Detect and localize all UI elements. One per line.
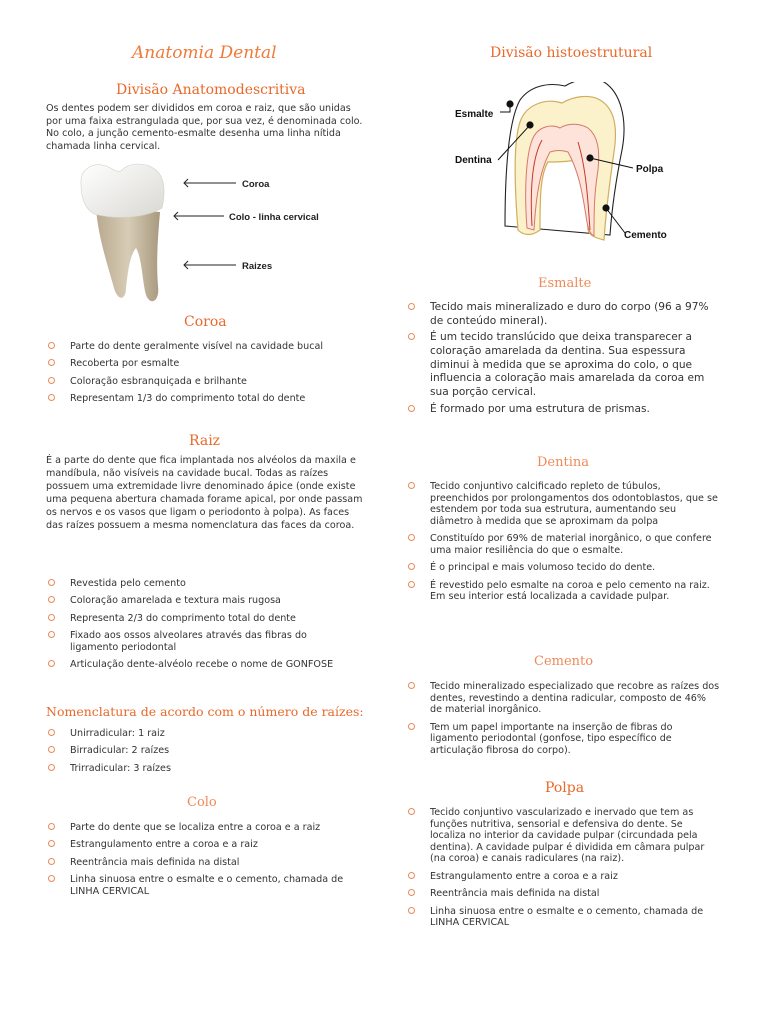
bullet-circle-icon (48, 729, 55, 736)
list-item-text: Parte do dente que se localiza entre a coroa e a raiz (70, 822, 321, 833)
tooth-crown (81, 164, 164, 217)
list-item (46, 874, 346, 897)
bullet-circle-icon (408, 907, 415, 914)
bullet-circle-icon (48, 614, 55, 621)
list-item-text: É um tecido translúcido que deixa transparecer a coloração amarelada da dentina. Sua espessura diminui à medida que se aproxima do colo, o que influencia a coloração mais amarelada da coroa em sua porção cervical. (430, 331, 705, 398)
bullet-circle-icon (48, 875, 55, 882)
list-item-text: Reentrância mais definida na distal (430, 888, 600, 900)
list-item-text: Unirradicular: 1 raiz (70, 728, 165, 739)
dentina-list (406, 481, 720, 609)
bullet-circle-icon (48, 746, 55, 753)
heading-raiz: Raiz (189, 433, 221, 449)
list-item (406, 871, 720, 883)
list-item-text: Recoberta por esmalte (70, 358, 180, 370)
list-item-text: É revestido pelo esmalte na coroa e pelo cemento na raiz. Em seu interior está localizada a cavidade pulpar. (430, 579, 710, 603)
list-item (46, 341, 346, 353)
heading-polpa: Polpa (545, 780, 585, 796)
list-item (46, 659, 346, 671)
list-item-text: É formado por uma estrutura de prismas. (430, 402, 650, 415)
bullet-circle-icon (408, 303, 415, 310)
raiz-list (46, 578, 346, 677)
bullet-circle-icon (48, 660, 55, 667)
bullet-circle-icon (48, 764, 55, 771)
list-item (406, 580, 720, 603)
list-item (406, 722, 720, 757)
list-item-text: Tecido mineralizado especializado que recobre as raízes dos dentes, revestindo a dentina radicular, composto de 46% de material inorgânico. (430, 681, 720, 716)
list-item-text: Tecido conjuntivo calcificado repleto de túbulos, preenchidos por prolongamentos dos odontoblastos, que se estendem por toda sua estrutura, aumentando seu diâmetro à medida que se aproximam da polpa (430, 481, 718, 527)
bullet-circle-icon (48, 394, 55, 401)
list-item-text: Constituído por 69% de material inorgânico, o que confere uma maior resiliência do que o esmalte. (430, 533, 712, 556)
list-item-text: Parte do dente geralmente visível na cavidade bucal (70, 341, 324, 352)
intro-paragraph: Os dentes podem ser divididos em coroa e raiz, que são unidas por uma faixa estrangulada que, por sua vez, é denominada colo. No colo, a junção cemento-esmalte desenha uma linha nítida chamada linha cervical. (46, 103, 363, 152)
list-item (46, 578, 346, 590)
list-item (406, 403, 720, 417)
label-cemento: Cemento (624, 230, 667, 241)
heading-coroa: Coroa (184, 314, 227, 330)
bullet-circle-icon (48, 596, 55, 603)
coroa-list (46, 341, 346, 411)
page-title: Anatomia Dental (132, 43, 277, 63)
esmalte-list (406, 301, 720, 419)
list-item-text: Reentrância mais definida na distal (70, 856, 240, 868)
list-item-text: Estrangulamento entre a coroa e a raiz (70, 839, 258, 851)
label-polpa: Polpa (636, 164, 664, 175)
section-title-histoestrutural: Divisão histoestrutural (490, 45, 653, 61)
bullet-circle-icon (408, 405, 415, 412)
bullet-circle-icon (48, 840, 55, 847)
colo-list (46, 822, 346, 903)
label-esmalte: Esmalte (455, 109, 494, 120)
bullet-circle-icon (408, 581, 415, 588)
list-item (46, 763, 346, 775)
bullet-circle-icon (48, 631, 55, 638)
label-dentina: Dentina (455, 155, 492, 166)
heading-cemento: Cemento (534, 654, 594, 669)
label-colo: Colo - linha cervical (229, 212, 319, 223)
list-item-text: Tem um papel importante na inserção de fibras do ligamento periodontal (gonfose, tipo específico de articulação fibrosa do corpo). (430, 721, 673, 756)
bullet-circle-icon (48, 823, 55, 830)
list-item (406, 906, 720, 929)
list-item (46, 358, 346, 370)
list-item (46, 393, 346, 405)
list-item-text: Revestida pelo cemento (70, 578, 186, 589)
list-item (46, 745, 346, 757)
list-item (406, 888, 720, 900)
heading-nomenclatura: Nomenclatura de acordo com o número de raízes: (46, 704, 364, 719)
bullet-circle-icon (408, 889, 415, 896)
list-item-text: Linha sinuosa entre o esmalte e o cemento, chamada de LINHA CERVICAL (70, 874, 344, 897)
list-item-text: Birradicular: 2 raízes (70, 745, 170, 757)
heading-esmalte: Esmalte (538, 276, 592, 291)
bullet-circle-icon (48, 858, 55, 865)
tooth-section-figure (448, 82, 678, 248)
list-item-text: Articulação dente-alvéolo recebe o nome de GONFOSE (70, 659, 334, 671)
list-item (406, 481, 720, 527)
list-item (46, 822, 346, 834)
bullet-circle-icon (408, 872, 415, 879)
list-item-text: Tecido conjuntivo vascularizado e inervado que tem as funções nutritiva, sensorial e defensiva do dente. Se localiza no interior da cavidade pulpar (circundada pela dentina). A cavidade pulpar é dividida em câmara pulpar (na coroa) e canais radiculares (na raiz). (430, 807, 705, 865)
list-item (46, 839, 346, 851)
bullet-circle-icon (408, 723, 415, 730)
list-item-text: Coloração amarelada e textura mais rugosa (70, 595, 281, 607)
list-item-text: Representa 2/3 do comprimento total do dente (70, 612, 296, 624)
list-item-text: Fixado aos ossos alveolares através das fibras do ligamento periodontal (70, 630, 307, 653)
list-item (406, 533, 720, 556)
label-coroa: Coroa (242, 179, 270, 190)
cemento-list (406, 681, 720, 762)
list-item (406, 331, 720, 399)
list-item-text: Coloração esbranquiçada e brilhante (70, 375, 247, 387)
nomenclatura-list (46, 728, 346, 780)
list-item (406, 301, 720, 328)
polpa-list (406, 807, 720, 935)
bullet-circle-icon (408, 682, 415, 689)
list-item (406, 681, 720, 716)
bullet-circle-icon (408, 534, 415, 541)
list-item (46, 728, 346, 740)
heading-colo: Colo (187, 795, 217, 810)
bullet-circle-icon (408, 563, 415, 570)
list-item (46, 376, 346, 388)
list-item-text: Trirradicular: 3 raízes (70, 762, 171, 774)
list-item (46, 595, 346, 607)
bullet-circle-icon (48, 377, 55, 384)
tooth-label-arrows (174, 179, 236, 269)
list-item-text: Tecido mais mineralizado e duro do corpo (96 a 97% de conteúdo mineral). (430, 301, 709, 327)
list-item-text: Estrangulamento entre a coroa e a raiz (430, 870, 618, 882)
list-item (406, 807, 720, 865)
tooth-external-figure (76, 160, 342, 310)
list-item (46, 630, 346, 653)
section-title-anatomodescritiva: Divisão Anatomodescritiva (116, 82, 306, 98)
list-item-text: Representam 1/3 do comprimento total do dente (70, 393, 306, 405)
list-item (46, 857, 346, 869)
list-item-text: É o principal e mais volumoso tecido do dente. (430, 562, 656, 574)
bullet-circle-icon (408, 333, 415, 340)
tooth-roots (96, 208, 160, 301)
bullet-circle-icon (48, 342, 55, 349)
heading-dentina: Dentina (537, 455, 589, 470)
list-item (46, 613, 346, 625)
bullet-circle-icon (48, 359, 55, 366)
raiz-paragraph: É a parte do dente que fica implantada nos alvéolos da maxila e mandíbula, não visíveis na cavidade bucal. Todas as raízes possuem uma extremidade livre denominado ápice (onde existe uma pequena abertura chamada forame apical, por onde passam os nervos e os vasos que ligam o periodonto à polpa). As faces das raízes possuem a mesma nomenclatura das faces da coroa. (46, 455, 363, 531)
list-item (406, 562, 720, 574)
list-item-text: Linha sinuosa entre o esmalte e o cemento, chamada de LINHA CERVICAL (430, 905, 704, 929)
bullet-circle-icon (408, 808, 415, 815)
bullet-circle-icon (48, 579, 55, 586)
label-raizes: Raizes (242, 261, 273, 272)
bullet-circle-icon (408, 482, 415, 489)
